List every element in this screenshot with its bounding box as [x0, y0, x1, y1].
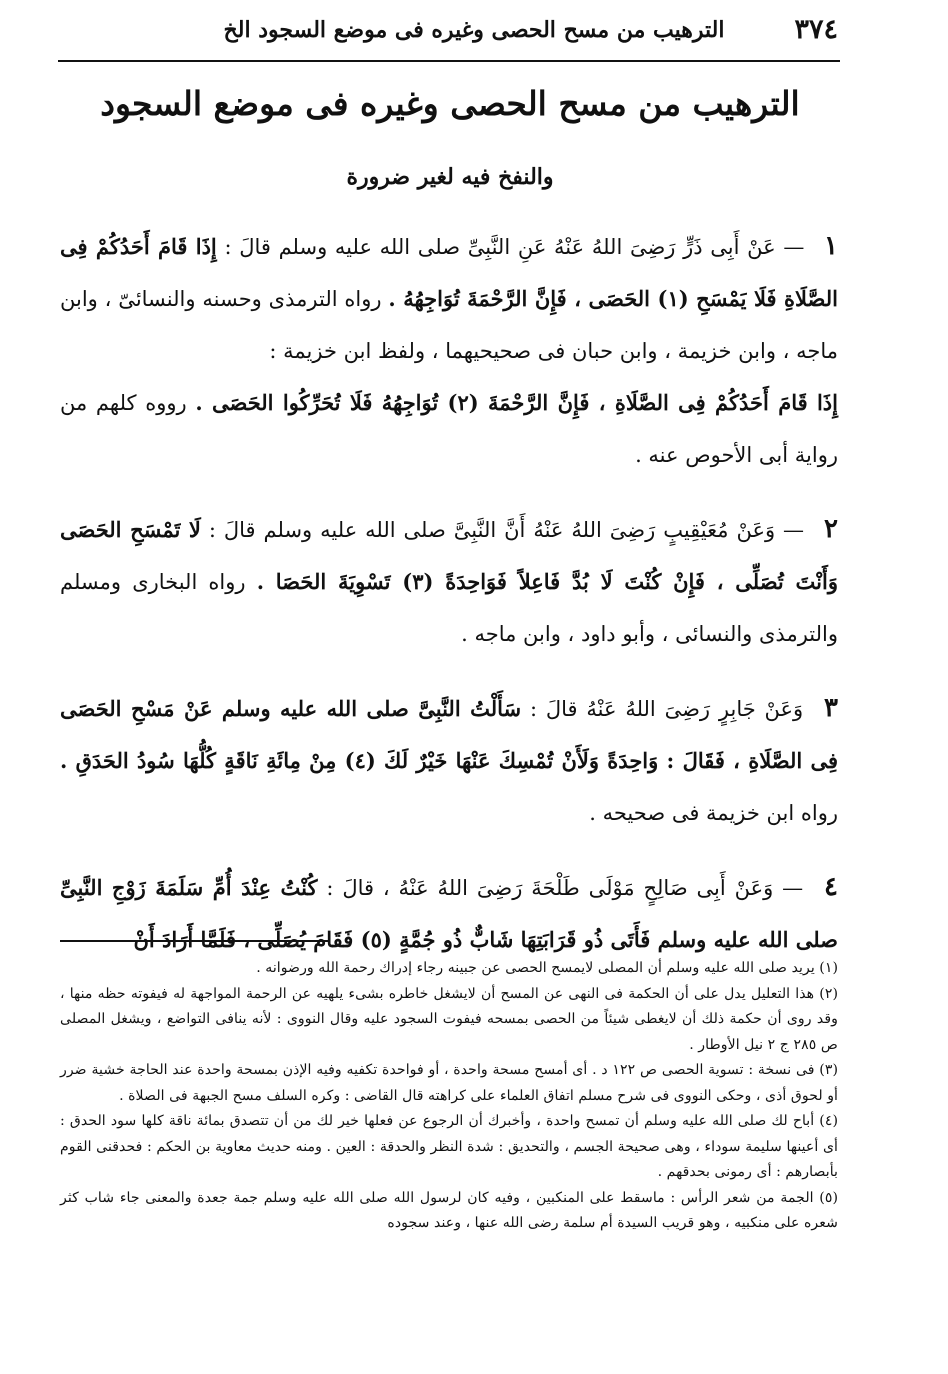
footnote-1: (١) يريد صلى الله عليه وسلم أن المصلى لايمسح الحصى عن جبينه رجاء إدراك رحمة الله ورضوانه . [256, 960, 838, 976]
body-text [60, 220, 838, 988]
hadith-number: ٢ [824, 514, 838, 544]
hadith-quote: كُنْتُ عِنْدَ أُمِّ سَلَمَةَ زَوْجِ النَّبِىِّ صلى الله عليه وسلم فَأَتَى ذُو قَرَابَتِهَا شَابٌّ ذُو جُمَّةٍ (٥) فَقَامَ يُصَلِّى ، فَلَمَّا أَرَادَ أَنْ [60, 875, 838, 952]
hadith-source: رواه البخارى ومسلم والترمذى والنسائى ، وأبو داود ، وابن ماجه . [60, 570, 838, 646]
hadith-number: ٤ [824, 872, 838, 902]
chapter-title: الترهيب من مسح الحصى وغيره فى موضع السجود [100, 84, 800, 123]
footnote-rule [60, 940, 330, 942]
running-title: الترهيب من مسح الحصى وغيره فى موضع السجود الخ [223, 16, 725, 43]
page-number: ٣٧٤ [794, 14, 838, 45]
hadith-intro: — وَعَنْ مُعَيْقِيبٍ رَضِىَ اللهُ عَنْهُ أَنَّ النَّبِىَّ صلى الله عليه وسلم قالَ : [208, 518, 805, 542]
chapter-subtitle: والنفخ فيه لغير ضرورة [346, 164, 554, 190]
hadith-quote: لَا تَمْسَحِ الحَصَى وَأَنْتَ تُصَلِّى ، فَإِنْ كُنْتَ لَا بُدَّ فَاعِلاً فَوَاحِدَةً (٣) تَسْوِيَةَ الحَصَا . [60, 517, 838, 594]
hadith-number: ٣ [824, 693, 838, 723]
running-header [60, 14, 838, 45]
hadith-quote-variant: إِذَا قَامَ أَحَدُكُمْ فِى الصَّلَاةِ ، فَإِنَّ الرَّحْمَةَ (٢) تُوَاجِهُهُ فَلَا تُحَرِّكُوا الحَصَى . [195, 390, 838, 415]
hadith-quote: سَأَلْتُ النَّبِىَّ صلى الله عليه وسلم عَنْ مَسْحِ الحَصَى فِى الصَّلَاةِ ، فَقَالَ : وَاحِدَةً وَلَأَنْ تُمْسِكَ عَنْهَا خَيْرٌ لَكَ (٤) مِنْ مِائَةِ نَاقَةٍ كُلُّهَا سُودُ الحَدَقِ . [60, 696, 838, 773]
hadith-source: رواه الترمذى وحسنه والنسائىّ ، وابن ماجه ، وابن خزيمة ، وابن حبان فى صحيحيهما ، ولفظ ابن خزيمة : [60, 287, 838, 363]
footnote-4: (٤) أباح لك صلى الله عليه وسلم أن تمسح واحدة ، وأخبرك أن الرجوع عن فعلها خير لك من أن تتصدق بمائة ناقة كلها سود الحدق : أى أعينها سليمة سوداء ، وهى صحيحة الجسم ، والتحديق : شدة النظر والحدقة : العين . ومنه حديث معاوية بن الحكم : فحدقنى القوم بأبصارهم : أى رمونى بحدقهم . [60, 1113, 838, 1180]
hadith-source-variant: رووه كلهم من رواية أبى الأحوص عنه . [60, 391, 838, 467]
header-rule [58, 60, 840, 62]
hadith-4 [60, 861, 838, 966]
hadith-1 [60, 220, 838, 481]
footnotes [60, 956, 838, 1237]
hadith-intro: وَعَنْ جَابِرٍ رَضِىَ اللهُ عَنْهُ قالَ : [529, 697, 804, 721]
hadith-3 [60, 682, 838, 839]
hadith-quote: إِذَا قَامَ أَحَدُكُمْ فِى الصَّلَاةِ فَلَا يَمْسَحِ (١) الحَصَى ، فَإِنَّ الرَّحْمَةَ تُوَاجِهُهُ . [60, 234, 838, 311]
footnote-3: (٣) فى نسخة : تسوية الحصى ص ١٢٢ د . أى أمسح مسحة واحدة ، أو فواحدة تكفيه وفيه الإذن بمسحة واحدة عند الحاجة خشية ضرر أو لحوق أذى ، وحكى النووى فى شرح مسلم اتفاق العلماء على كراهته قال القاضى : وكره السلف مسح الجبهة فى الصلاة . [60, 1062, 838, 1104]
hadith-intro: — وَعَنْ أَبِى صَالِحٍ مَوْلَى طَلْحَةَ رَضِىَ اللهُ عَنْهُ ، قالَ : [326, 876, 804, 900]
footnote-2: (٢) هذا التعليل يدل على أن الحكمة فى النهى عن المسح أن لايشغل خاطره بشىء يلهيه عن الرحمة المواجهة له فيفوته حظه منها ، وقد روى أن حكمة ذلك أن لايغطى شيئاً من الحصى بمسحه فيفوت السجود عليه وقال النووى : لأنه ينافى التواضع ، ويشغل المصلى ص ٢٨٥ ج ٢ نيل الأوطار . [60, 985, 838, 1053]
hadith-number: ١ [824, 231, 838, 261]
hadith-intro: — عَنْ أَبِى ذَرٍّ رَضِىَ اللهُ عَنْهُ عَنِ النَّبِىِّ صلى الله عليه وسلم قالَ : [224, 235, 805, 259]
footnote-5: (٥) الجمة من شعر الرأس : ماسقط على المنكبين ، وفيه كان لرسول الله صلى الله عليه وسلم جمة جعدة والمعنى جاء شاب كثر شعره على منكبيه ، وهو قريب السيدة أم سلمة رضى الله عنها ، وعند سجوده [60, 1189, 838, 1231]
hadith-2 [60, 503, 838, 660]
hadith-source: رواه ابن خزيمة فى صحيحه . [589, 801, 838, 825]
